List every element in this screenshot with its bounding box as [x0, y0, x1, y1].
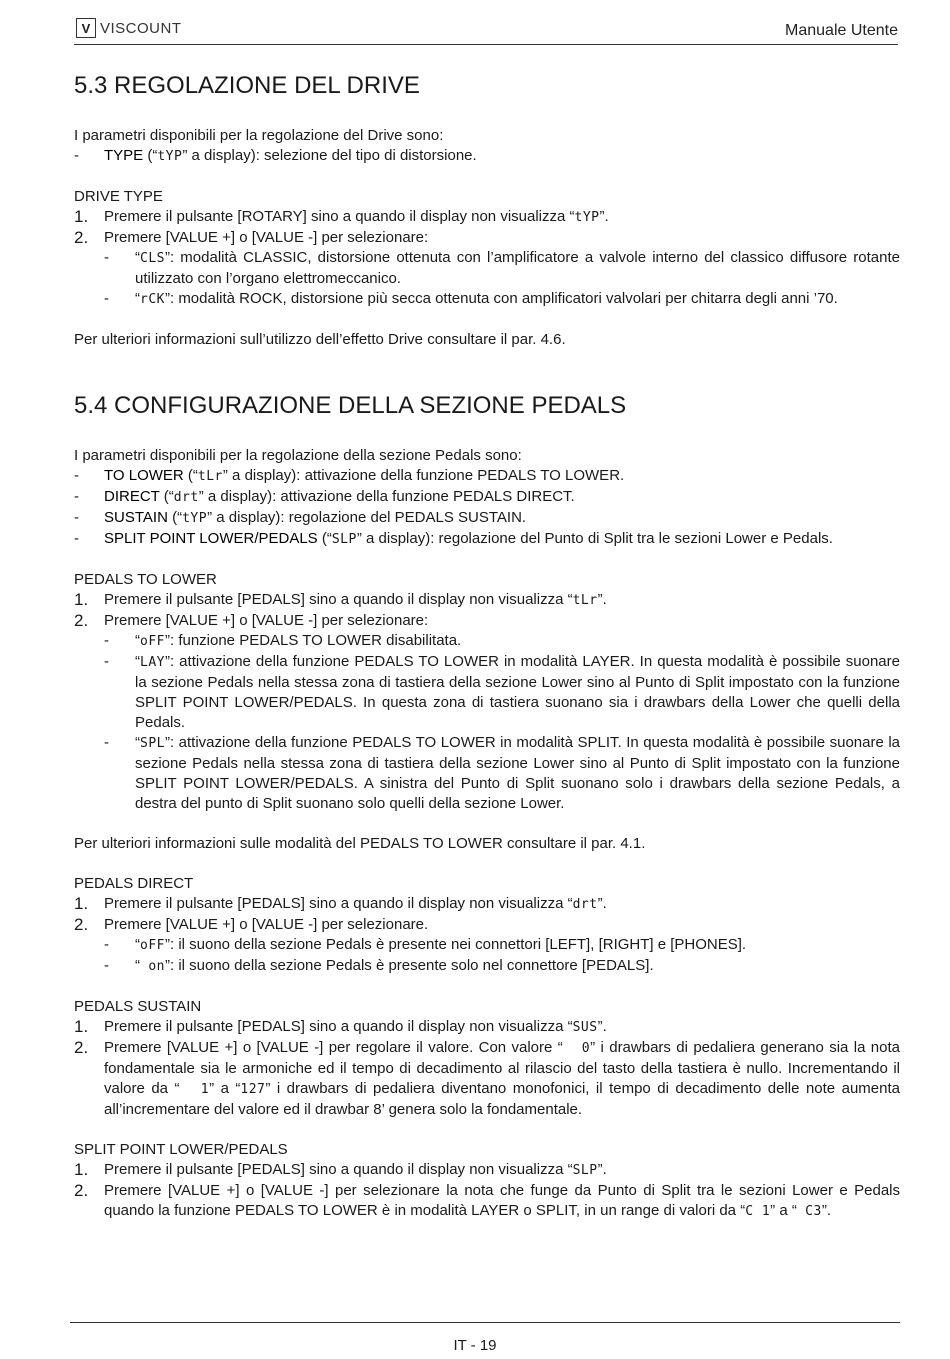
display-code: tLr [197, 469, 223, 484]
page-content [74, 70, 900, 1222]
page-number: IT - 19 [453, 1337, 497, 1354]
brand-name: VISCOUNT [100, 19, 182, 37]
direct-option-on: - “ on”: il suono della sezione Pedals è presente solo nel connettore [PEDALS]. [104, 957, 654, 974]
pedals-param-sustain: - SUSTAIN (“tYP” a display): regolazione del PEDALS SUSTAIN. [74, 509, 527, 526]
page-header [74, 14, 898, 45]
drive-more-info: Per ulteriori informazioni sull’utilizzo dell’effetto Drive consultare il par. 4.6. [74, 331, 566, 348]
display-code: tYP [574, 210, 600, 225]
to-lower-heading: PEDALS TO LOWER [74, 571, 217, 588]
display-code: tLr [572, 593, 598, 608]
to-lower-option-off: - “oFF”: funzione PEDALS TO LOWER disabilitata. [104, 632, 462, 649]
to-lower-option-layer: - “LAY”: attivazione della funzione PEDALS TO LOWER in modalità LAYER. In questa modalità è possibile suonare la sezione Pedals nella stessa zona di tastiera della sezione Lower sino al Punto di Split impostato con la funzione SPLIT POINT LOWER/PEDALS. In questa zona di tastiera suonano sia i drawbars della Lower che quelli della Pedals. [104, 653, 900, 731]
direct-step-2: 2. Premere [VALUE +] o [VALUE -] per selezionare. [74, 915, 429, 934]
to-lower-option-split: - “SPL”: attivazione della funzione PEDALS TO LOWER in modalità SPLIT. In questa modalità è possibile suonare la sezione Pedals nella stessa zona di tastiera della sezione Lower sino al Punto di Split impostato con la funzione SPLIT POINT LOWER/PEDALS. A sinistra del Punto di Split suonano solo i drawbars della sezione Pedals, a destra del punto di Split suonano solo quelli della sezione Lower. [104, 734, 900, 812]
param-name: TYPE [104, 147, 144, 164]
display-code: drt [572, 897, 598, 912]
drive-step-2: 2. Premere [VALUE +] o [VALUE -] per selezionare: [74, 228, 429, 247]
to-lower-step-1: 1. Premere il pulsante [PEDALS] sino a quando il display non visualizza “tLr”. [74, 590, 607, 609]
pedals-param-direct: - DIRECT (“drt” a display): attivazione della funzione PEDALS DIRECT. [74, 488, 575, 505]
display-code: SPL [140, 736, 165, 751]
sustain-step-1: 1. Premere il pulsante [PEDALS] sino a quando il display non visualizza “SUS”. [74, 1017, 607, 1036]
display-code: tYP [157, 149, 183, 164]
display-code: SLP [331, 532, 357, 547]
display-code: oFF [140, 634, 165, 649]
section-5-4-title: 5.4 CONFIGURAZIONE DELLA SEZIONE PEDALS [74, 392, 627, 419]
display-code: C 1 [745, 1204, 771, 1219]
drive-step-1: 1. Premere il pulsante [ROTARY] sino a quando il display non visualizza “tYP”. [74, 207, 609, 226]
split-step-1: 1. Premere il pulsante [PEDALS] sino a quando il display non visualizza “SLP”. [74, 1160, 607, 1179]
display-code: CLS [140, 251, 165, 266]
direct-step-1: 1. Premere il pulsante [PEDALS] sino a quando il display non visualizza “drt”. [74, 894, 607, 913]
pedals-param-to-lower: - TO LOWER (“tLr” a display): attivazione della funzione PEDALS TO LOWER. [74, 467, 625, 484]
display-code: on [140, 959, 165, 974]
sustain-heading: PEDALS SUSTAIN [74, 998, 202, 1015]
display-code: 127 [240, 1082, 266, 1097]
pedals-param-split: - SPLIT POINT LOWER/PEDALS (“SLP” a display): regolazione del Punto di Split tra le sezioni Lower e Pedals. [74, 530, 833, 547]
viscount-logo-icon: V [76, 18, 96, 38]
to-lower-step-2: 2. Premere [VALUE +] o [VALUE -] per selezionare: [74, 611, 429, 630]
display-code: tYP [182, 511, 208, 526]
drive-intro: I parametri disponibili per la regolazione del Drive sono: [74, 127, 444, 144]
split-heading: SPLIT POINT LOWER/PEDALS [74, 1141, 288, 1158]
drive-type-heading: DRIVE TYPE [74, 188, 163, 205]
display-code: rCK [140, 292, 165, 307]
display-code: LAY [140, 655, 165, 670]
display-code: C3 [796, 1204, 822, 1219]
direct-option-off: - “oFF”: il suono della sezione Pedals è presente nei connettori [LEFT], [RIGHT] e [PHONES]. [104, 936, 747, 953]
footer-rule [70, 1322, 900, 1323]
drive-param-type: - TYPE (“tYP” a display): selezione del tipo di distorsione. [74, 147, 477, 164]
display-code: drt [173, 490, 199, 505]
sustain-step-2: 2. Premere [VALUE +] o [VALUE -] per regolare il valore. Con valore “ 0” i drawbars di pedaliera generano sia la nota fondamentale sia le armoniche ed il tempo di decadimento al rilascio del tasto della tastiera è nullo. Incrementando il valore da “ 1” a “127” i drawbars di pedaliera diventano monofonici, il tempo di decadimento delle note aumenta all’incrementare del valore ed il drawbar 8’ genera solo la fondamentale. [74, 1038, 901, 1118]
pedals-intro: I parametri disponibili per la regolazione della sezione Pedals sono: [74, 447, 522, 464]
display-code: SUS [572, 1020, 598, 1035]
display-code: SLP [572, 1163, 598, 1178]
drive-option-classic: - “CLS”: modalità CLASSIC, distorsione ottenuta con l’amplificatore a valvole interno del classico diffusore rotante utilizzato con l’organo elettromeccanico. [104, 249, 900, 287]
brand-logo [76, 18, 182, 38]
to-lower-more-info: Per ulteriori informazioni sulle modalità del PEDALS TO LOWER consultare il par. 4.1. [74, 835, 646, 852]
manual-title: Manuale Utente [785, 22, 898, 39]
display-code: 0 [562, 1041, 591, 1056]
display-code: oFF [140, 938, 165, 953]
section-5-3-title: 5.3 REGOLAZIONE DEL DRIVE [74, 72, 420, 99]
display-code: 1 [179, 1082, 210, 1097]
drive-option-rock: - “rCK”: modalità ROCK, distorsione più secca ottenuta con amplificatori valvolari per chitarra degli anni ’70. [104, 290, 838, 307]
direct-heading: PEDALS DIRECT [74, 875, 194, 892]
split-step-2: 2. Premere [VALUE +] o [VALUE -] per selezionare la nota che funge da Punto di Split tra le sezioni Lower e Pedals quando la funzione PEDALS TO LOWER è in modalità LAYER o SPLIT, in un range di valori da “C 1” a “ C3”. [74, 1181, 900, 1219]
